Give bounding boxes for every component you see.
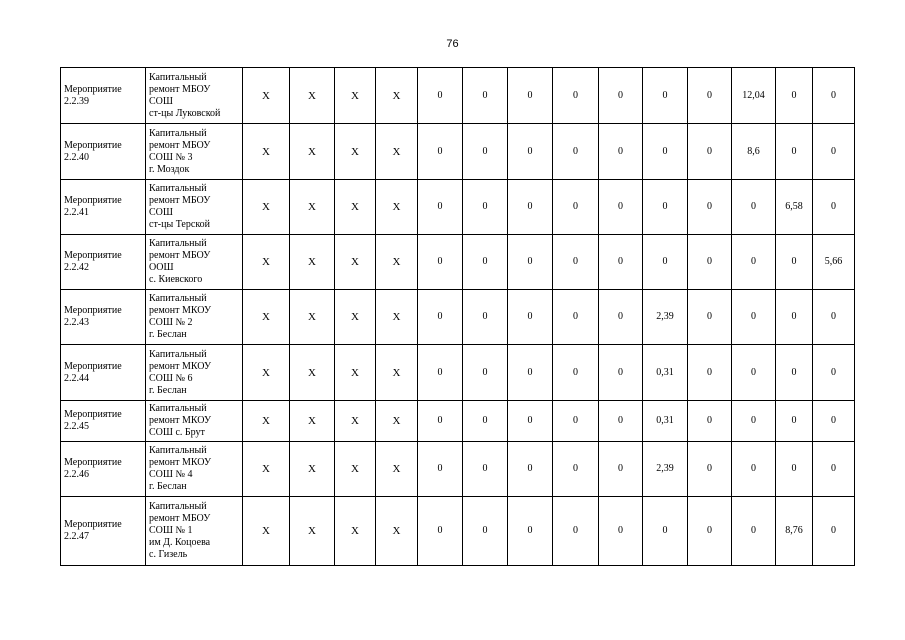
value-cell: 0: [599, 180, 643, 235]
mark-cell: X: [376, 68, 418, 124]
table-row: [61, 124, 855, 180]
event-cell: Мероприятие 2.2.46: [61, 442, 146, 497]
value-cell: 0: [776, 124, 813, 180]
value-cell: 0: [813, 345, 855, 401]
value-cell: 0: [599, 235, 643, 290]
mark-cell: X: [243, 235, 290, 290]
value-cell: 0: [688, 290, 732, 345]
table-row: [61, 180, 855, 235]
table-row: [61, 497, 855, 566]
value-cell: 0: [508, 180, 553, 235]
mark-cell: X: [335, 124, 376, 180]
value-cell: 0: [813, 68, 855, 124]
value-cell: 0: [508, 124, 553, 180]
value-cell: 0: [418, 497, 463, 566]
event-cell: Мероприятие 2.2.40: [61, 124, 146, 180]
value-cell: 0: [553, 442, 599, 497]
mark-cell: X: [335, 497, 376, 566]
value-cell: 0: [688, 345, 732, 401]
mark-cell: X: [376, 180, 418, 235]
value-cell: 0: [508, 497, 553, 566]
value-cell: 0: [599, 442, 643, 497]
value-cell: 0: [463, 290, 508, 345]
value-cell: 0: [418, 290, 463, 345]
mark-cell: X: [376, 497, 418, 566]
description-cell: Капитальный ремонт МБОУ СОШ ст-цы Луковской: [146, 68, 243, 124]
value-cell: 2,39: [643, 442, 688, 497]
value-cell: 0: [732, 401, 776, 442]
description-cell: Капитальный ремонт МКОУ СОШ № 6 г. Беслан: [146, 345, 243, 401]
description-cell: Капитальный ремонт МКОУ СОШ с. Брут: [146, 401, 243, 442]
value-cell: 0: [776, 68, 813, 124]
value-cell: 0: [732, 442, 776, 497]
mark-cell: X: [243, 442, 290, 497]
value-cell: 0: [508, 442, 553, 497]
value-cell: 0: [508, 345, 553, 401]
value-cell: 12,04: [732, 68, 776, 124]
value-cell: 0: [553, 290, 599, 345]
value-cell: 0: [599, 68, 643, 124]
value-cell: 8,6: [732, 124, 776, 180]
value-cell: 0: [599, 497, 643, 566]
value-cell: 0: [418, 235, 463, 290]
value-cell: 6,58: [776, 180, 813, 235]
mark-cell: X: [290, 442, 335, 497]
value-cell: 0: [776, 290, 813, 345]
mark-cell: X: [243, 345, 290, 401]
budget-table: [60, 67, 855, 566]
event-cell: Мероприятие 2.2.47: [61, 497, 146, 566]
value-cell: 0: [463, 180, 508, 235]
value-cell: 0: [813, 442, 855, 497]
description-cell: Капитальный ремонт МБОУ СОШ ст-цы Терской: [146, 180, 243, 235]
value-cell: 0: [732, 235, 776, 290]
mark-cell: X: [290, 290, 335, 345]
value-cell: 0: [418, 180, 463, 235]
value-cell: 0: [813, 401, 855, 442]
value-cell: 0: [688, 401, 732, 442]
mark-cell: X: [243, 401, 290, 442]
value-cell: 0: [813, 180, 855, 235]
mark-cell: X: [376, 401, 418, 442]
value-cell: 0: [599, 345, 643, 401]
value-cell: 0: [776, 345, 813, 401]
value-cell: 0: [732, 180, 776, 235]
mark-cell: X: [243, 290, 290, 345]
value-cell: 0: [508, 290, 553, 345]
value-cell: 0: [688, 124, 732, 180]
value-cell: 0: [813, 290, 855, 345]
mark-cell: X: [290, 345, 335, 401]
value-cell: 0: [813, 124, 855, 180]
mark-cell: X: [376, 442, 418, 497]
table-row: [61, 442, 855, 497]
value-cell: 0: [553, 68, 599, 124]
value-cell: 0: [688, 68, 732, 124]
event-cell: Мероприятие 2.2.44: [61, 345, 146, 401]
value-cell: 0: [508, 68, 553, 124]
value-cell: 0: [463, 497, 508, 566]
value-cell: 0: [776, 401, 813, 442]
value-cell: 0: [553, 345, 599, 401]
page-number: 76: [446, 38, 459, 50]
table-row: [61, 290, 855, 345]
mark-cell: X: [243, 68, 290, 124]
value-cell: 0: [463, 235, 508, 290]
value-cell: 0: [508, 235, 553, 290]
value-cell: 0: [688, 497, 732, 566]
mark-cell: X: [335, 68, 376, 124]
value-cell: 2,39: [643, 290, 688, 345]
value-cell: 0: [553, 497, 599, 566]
mark-cell: X: [376, 345, 418, 401]
value-cell: 0: [418, 68, 463, 124]
description-cell: Капитальный ремонт МКОУ СОШ № 4 г. Беслан: [146, 442, 243, 497]
event-cell: Мероприятие 2.2.39: [61, 68, 146, 124]
mark-cell: X: [243, 497, 290, 566]
value-cell: 0: [553, 180, 599, 235]
value-cell: 0: [688, 180, 732, 235]
event-cell: Мероприятие 2.2.43: [61, 290, 146, 345]
value-cell: 0: [688, 235, 732, 290]
mark-cell: X: [290, 68, 335, 124]
value-cell: 0: [599, 124, 643, 180]
table-row: [61, 345, 855, 401]
mark-cell: X: [290, 180, 335, 235]
mark-cell: X: [335, 345, 376, 401]
value-cell: 0,31: [643, 401, 688, 442]
event-cell: Мероприятие 2.2.41: [61, 180, 146, 235]
mark-cell: X: [376, 235, 418, 290]
value-cell: 0: [732, 290, 776, 345]
mark-cell: X: [243, 124, 290, 180]
value-cell: 0: [776, 235, 813, 290]
event-cell: Мероприятие 2.2.42: [61, 235, 146, 290]
value-cell: 0: [463, 68, 508, 124]
mark-cell: X: [290, 124, 335, 180]
mark-cell: X: [335, 442, 376, 497]
mark-cell: X: [376, 290, 418, 345]
mark-cell: X: [376, 124, 418, 180]
value-cell: 0: [599, 401, 643, 442]
value-cell: 0: [553, 235, 599, 290]
table-row: [61, 235, 855, 290]
mark-cell: X: [290, 401, 335, 442]
mark-cell: X: [335, 290, 376, 345]
value-cell: 0: [553, 124, 599, 180]
mark-cell: X: [290, 497, 335, 566]
value-cell: 0: [418, 442, 463, 497]
value-cell: 8,76: [776, 497, 813, 566]
mark-cell: X: [335, 180, 376, 235]
value-cell: 0: [688, 442, 732, 497]
value-cell: 0: [643, 124, 688, 180]
table-row: [61, 401, 855, 442]
value-cell: 0: [643, 68, 688, 124]
value-cell: 0: [599, 290, 643, 345]
event-cell: Мероприятие 2.2.45: [61, 401, 146, 442]
value-cell: 0: [418, 124, 463, 180]
description-cell: Капитальный ремонт МБОУ СОШ № 3 г. Моздок: [146, 124, 243, 180]
value-cell: 0: [463, 442, 508, 497]
description-cell: Капитальный ремонт МБОУ ООШ с. Киевского: [146, 235, 243, 290]
value-cell: 0: [553, 401, 599, 442]
value-cell: 0: [643, 180, 688, 235]
value-cell: 0: [643, 235, 688, 290]
description-cell: Капитальный ремонт МБОУ СОШ № 1 им Д. Коцоева с. Гизель: [146, 497, 243, 566]
value-cell: 0: [813, 497, 855, 566]
value-cell: 0: [732, 497, 776, 566]
value-cell: 0: [508, 401, 553, 442]
table-row: [61, 68, 855, 124]
value-cell: 0: [776, 442, 813, 497]
table-body: [61, 68, 855, 566]
mark-cell: X: [335, 235, 376, 290]
description-cell: Капитальный ремонт МКОУ СОШ № 2 г. Беслан: [146, 290, 243, 345]
value-cell: 0: [643, 497, 688, 566]
value-cell: 0,31: [643, 345, 688, 401]
mark-cell: X: [243, 180, 290, 235]
value-cell: 0: [463, 345, 508, 401]
value-cell: 0: [732, 345, 776, 401]
value-cell: 0: [463, 401, 508, 442]
value-cell: 5,66: [813, 235, 855, 290]
value-cell: 0: [418, 345, 463, 401]
value-cell: 0: [463, 124, 508, 180]
mark-cell: X: [290, 235, 335, 290]
value-cell: 0: [418, 401, 463, 442]
mark-cell: X: [335, 401, 376, 442]
